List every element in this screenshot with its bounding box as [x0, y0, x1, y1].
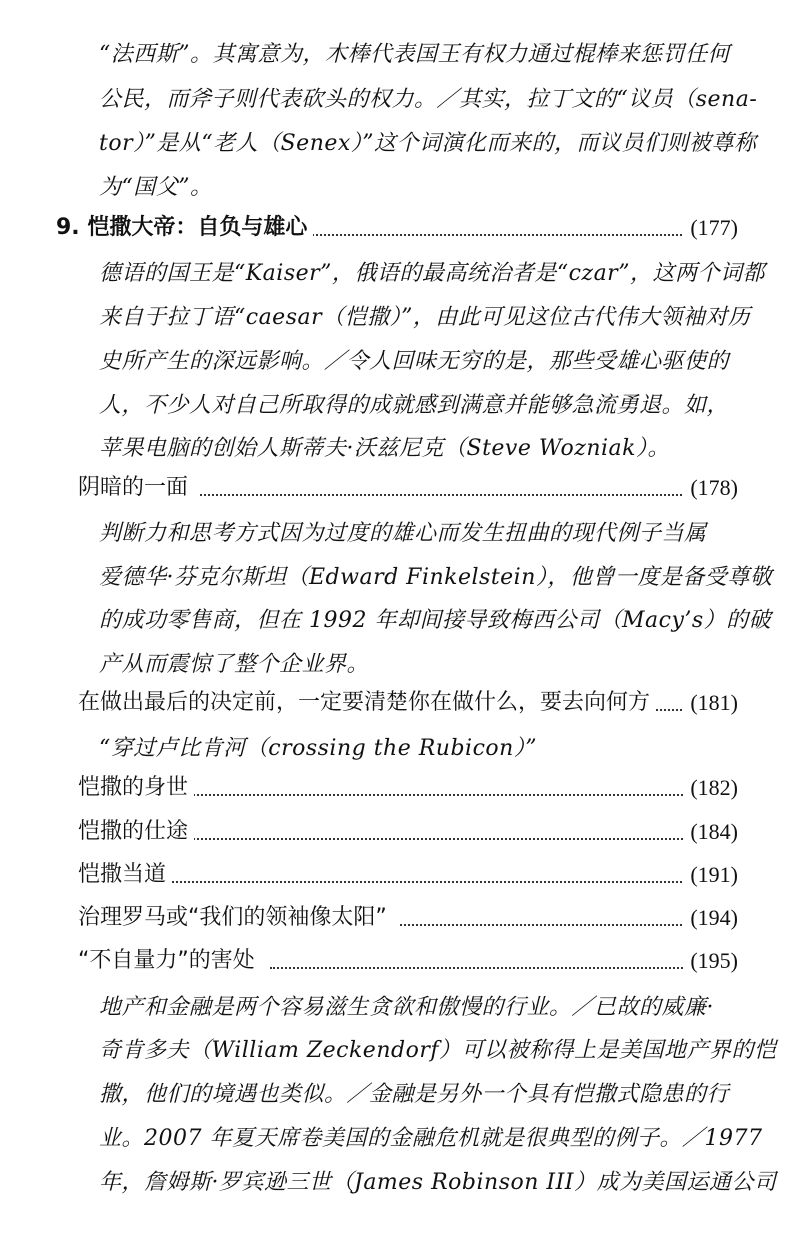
section-title: 阴暗的一面: [78, 473, 194, 503]
text-line: 来自于拉丁语“caesar（恺撒）”，由此可见这位古代伟大领袖对历: [99, 305, 751, 330]
text-line: 判断力和思考方式因为过度的雄心而发生扭曲的现代例子当属: [99, 521, 707, 546]
text-line: 年，詹姆斯·罗宾逊三世（James Robinson III）成为美国运通公司: [99, 1170, 777, 1195]
dot-leader: [270, 965, 690, 969]
text-line: tor）”是从“老人（Senex）”这个词演化而来的，而议员们则被尊称: [99, 131, 757, 156]
dot-leader: [168, 879, 690, 883]
section-subtitle: “穿过卢比肯河（crossing the Rubicon）”: [99, 736, 538, 761]
section-title: 在做出最后的决定前，一定要清楚你在做什么，要去向何方: [78, 688, 656, 718]
section-title: 恺撒当道: [78, 860, 172, 890]
page-number: (182): [684, 773, 738, 803]
chapter-title: 9. 恺撒大帝：自负与雄心: [56, 213, 313, 243]
page-number: (191): [684, 860, 738, 890]
text-line: 的成功零售商，但在 1992 年却间接导致梅西公司（Macy’s）的破: [99, 608, 772, 633]
toc-entry: [0, 817, 800, 847]
section-title: 治理罗马或“我们的领袖像太阳”: [78, 903, 393, 933]
toc-entry: [0, 860, 800, 890]
text-line: 地产和金融是两个容易滋生贪欲和傲慢的行业。／已故的威廉·: [99, 995, 714, 1020]
dot-leader: [190, 836, 690, 840]
text-line: 公民，而斧子则代表砍头的权力。／其实，拉丁文的“议员（sena-: [99, 87, 758, 112]
text-line: 为“国父”。: [99, 175, 213, 200]
text-line: 产从而震惊了整个企业界。: [99, 652, 370, 677]
toc-entry-dark-side: [0, 473, 800, 503]
page-number: (184): [684, 817, 738, 847]
text-line: 业。2007 年夏天席卷美国的金融危机就是很典型的例子。／1977: [99, 1126, 763, 1151]
text-line: “法西斯”。其寓意为，木棒代表国王有权力通过棍棒来惩罚任何: [99, 42, 730, 67]
page-number: (194): [684, 903, 738, 933]
dot-leader: [300, 232, 690, 236]
toc-entry: [0, 773, 800, 803]
toc-entry-decision: [0, 688, 800, 718]
text-line: 奇肯多夫（William Zeckendorf）可以被称得上是美国地产界的恺: [99, 1038, 777, 1063]
text-line: 德语的国王是“Kaiser”，俄语的最高统治者是“czar”，这两个词都: [99, 261, 765, 286]
toc-entry: [0, 903, 800, 933]
page-number: (178): [684, 473, 738, 503]
text-line: 人，不少人对自己所取得的成就感到满意并能够急流勇退。如，: [99, 393, 730, 418]
text-line: 苹果电脑的创始人斯蒂夫·沃兹尼克（Steve Wozniak）。: [99, 436, 670, 461]
dot-leader: [200, 492, 690, 496]
dot-leader: [400, 922, 690, 926]
dot-leader: [190, 792, 690, 796]
section-title: 恺撒的仕途: [78, 817, 194, 847]
toc-entry: [0, 946, 800, 976]
page-number: (177): [684, 213, 738, 243]
text-line: 爱德华·芬克尔斯坦（Edward Finkelstein），他曾一度是备受尊敬: [99, 565, 773, 590]
section-title: 恺撒的身世: [78, 773, 194, 803]
toc-entry-chapter-9: [0, 213, 800, 243]
page-number: (195): [684, 946, 738, 976]
text-line: 撒，他们的境遇也类似。／金融是另外一个具有恺撒式隐患的行: [99, 1082, 730, 1107]
page-number: (181): [684, 688, 738, 718]
text-line: 史所产生的深远影响。／令人回味无穷的是，那些受雄心驱使的: [99, 349, 730, 374]
section-title: “不自量力”的害处: [78, 946, 261, 976]
